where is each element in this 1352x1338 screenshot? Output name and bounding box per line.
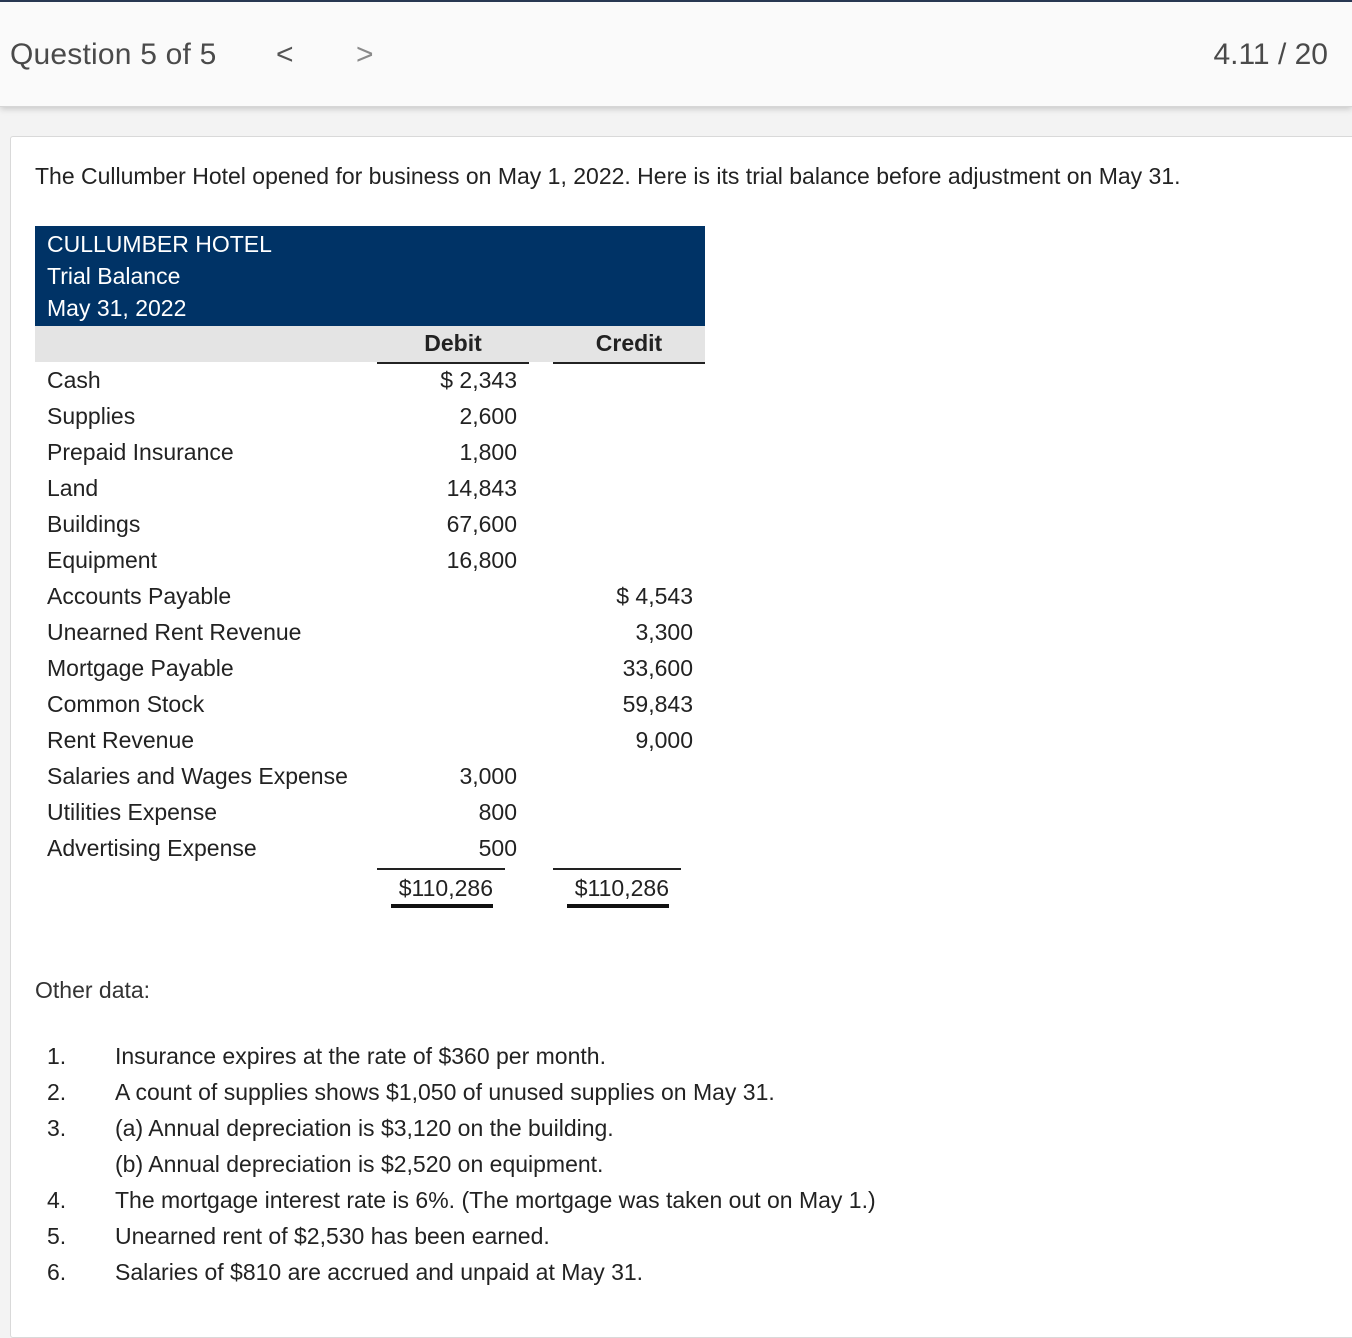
score-display: 4.11 / 20 (1213, 38, 1328, 71)
previous-question-button[interactable]: < (276, 38, 294, 71)
item-number: 2. (47, 1079, 67, 1105)
table-row (35, 363, 705, 399)
statement-title: Trial Balance (47, 263, 181, 289)
company-name: CULLUMBER HOTEL (47, 231, 272, 257)
debit-sum-rule (377, 868, 505, 870)
credit-amount: 59,843 (622, 691, 693, 717)
debit-amount: $ 2,343 (440, 367, 517, 393)
debit-amount: 500 (478, 835, 517, 861)
debit-amount: 1,800 (459, 439, 517, 465)
item-text: The mortgage interest rate is 6%. (The mortgage was taken out on May 1.) (115, 1187, 876, 1213)
table-row (35, 723, 705, 759)
table-row (35, 795, 705, 831)
table-row (35, 687, 705, 723)
debit-column-header: Debit (424, 330, 482, 356)
item-text: Unearned rent of $2,530 has been earned. (115, 1223, 550, 1249)
account-name: Rent Revenue (47, 727, 195, 753)
question-intro: The Cullumber Hotel opened for business on May 1, 2022. Here is its trial balance before adjustment on May 31. (35, 163, 1181, 189)
account-name: Cash (47, 367, 101, 393)
account-name: Prepaid Insurance (47, 439, 234, 465)
table-row (35, 399, 705, 435)
question-header (0, 2, 1352, 107)
item-text: Salaries of $810 are accrued and unpaid at May 31. (115, 1259, 644, 1285)
credit-total-underline (567, 904, 669, 908)
table-row (35, 471, 705, 507)
account-name: Utilities Expense (47, 799, 218, 825)
credit-amount: 33,600 (622, 655, 693, 681)
table-row (35, 543, 705, 579)
account-name: Salaries and Wages Expense (47, 763, 348, 789)
item-number: 4. (47, 1187, 67, 1213)
debit-amount: 16,800 (446, 547, 517, 573)
credit-sum-rule (553, 868, 681, 870)
debit-total-underline (391, 904, 493, 908)
item-text: Insurance expires at the rate of $360 per month. (115, 1043, 606, 1069)
credit-amount: 9,000 (635, 727, 693, 753)
question-counter: Question 5 of 5 (10, 38, 217, 71)
question-card (10, 136, 1352, 1338)
debit-amount: 14,843 (446, 475, 517, 501)
table-row (35, 579, 705, 615)
debit-amount: 2,600 (459, 403, 517, 429)
item-number: 3. (47, 1115, 67, 1141)
next-question-button[interactable]: > (356, 38, 374, 71)
account-name: Land (47, 475, 99, 501)
table-row (35, 651, 705, 687)
account-name: Supplies (47, 403, 136, 429)
account-name: Advertising Expense (47, 835, 257, 861)
item-text: (a) Annual depreciation is $3,120 on the building. (115, 1115, 614, 1141)
statement-date: May 31, 2022 (47, 295, 187, 321)
debit-total: $110,286 (398, 875, 493, 901)
credit-column-header: Credit (595, 330, 663, 356)
credit-amount: $ 4,543 (616, 583, 693, 609)
account-name: Buildings (47, 511, 141, 537)
item-number: 5. (47, 1223, 67, 1249)
account-name: Accounts Payable (47, 583, 232, 609)
item-number: 1. (47, 1043, 67, 1069)
account-name: Equipment (47, 547, 157, 573)
trial-balance-heading (35, 226, 705, 326)
table-row (35, 831, 705, 867)
account-name: Unearned Rent Revenue (47, 619, 302, 645)
table-row (35, 759, 705, 795)
table-row (35, 507, 705, 543)
debit-amount: 67,600 (446, 511, 517, 537)
credit-total: $110,286 (574, 875, 669, 901)
table-row (35, 615, 705, 651)
table-row (35, 435, 705, 471)
other-data-label: Other data: (35, 977, 151, 1003)
debit-amount: 800 (478, 799, 517, 825)
account-name: Mortgage Payable (47, 655, 234, 681)
item-text: A count of supplies shows $1,050 of unused supplies on May 31. (115, 1079, 775, 1105)
debit-amount: 3,000 (459, 763, 517, 789)
item-number: 6. (47, 1259, 67, 1285)
account-name: Common Stock (47, 691, 205, 717)
credit-amount: 3,300 (635, 619, 693, 645)
item-text: (b) Annual depreciation is $2,520 on equipment. (115, 1151, 604, 1177)
